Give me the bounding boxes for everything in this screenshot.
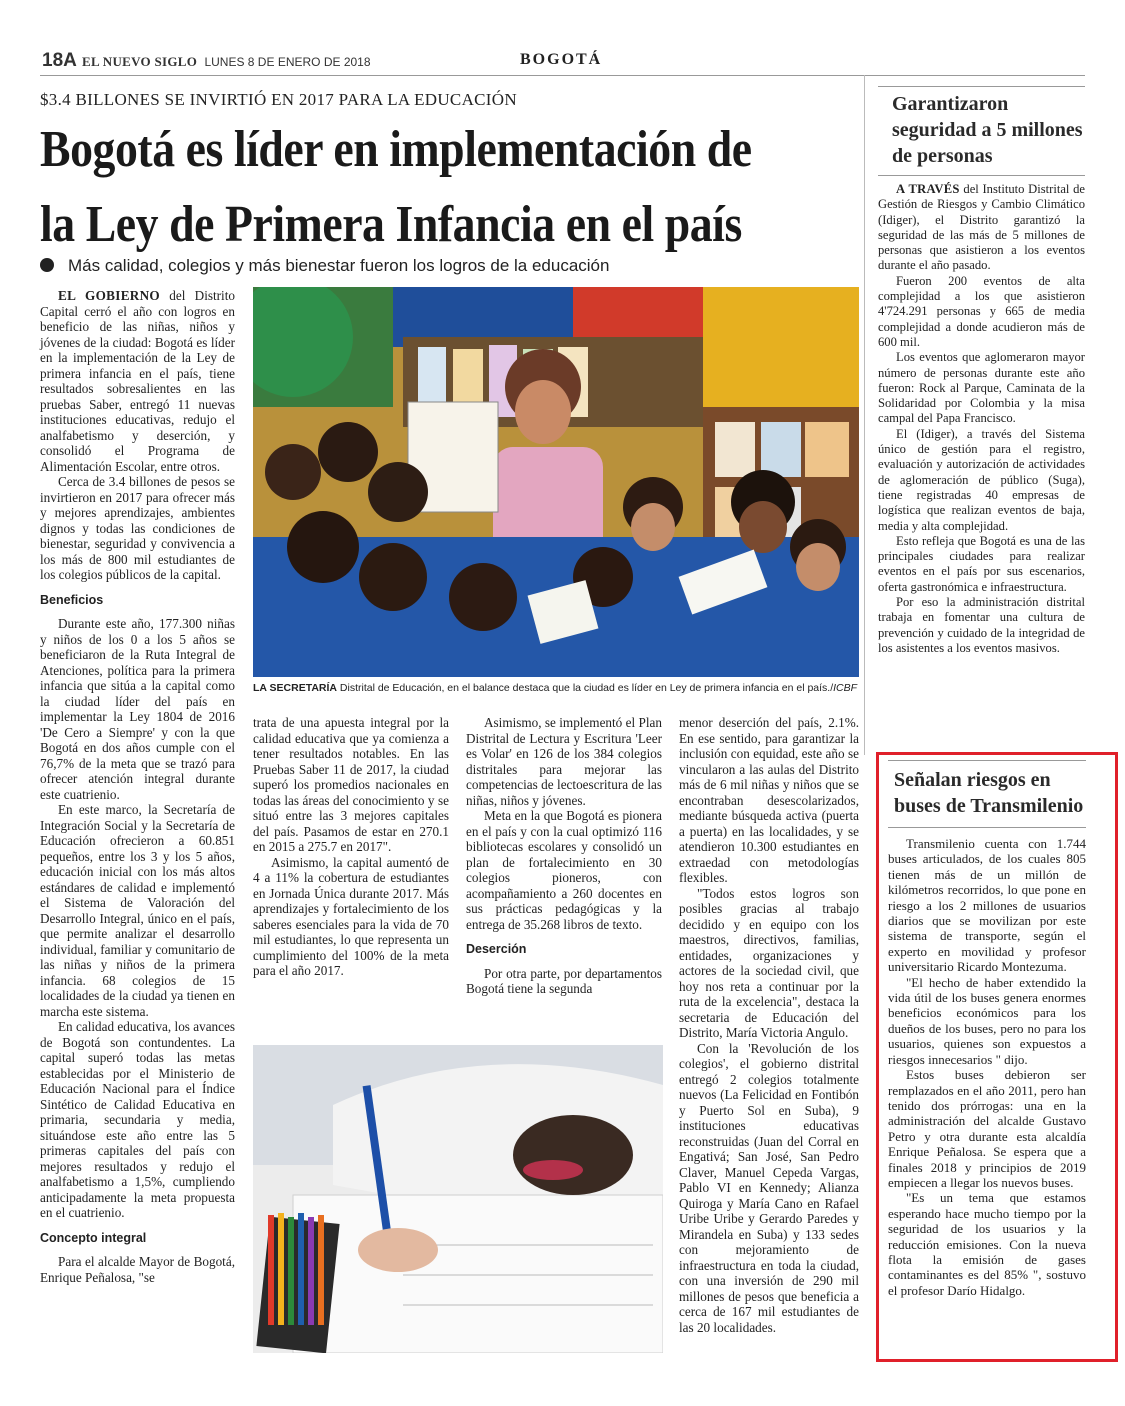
paragraph: En calidad educativa, los avances de Bogotá son contundentes. La capital superó todas las metas establecidas por el Ministerio de Educación Nacional para el Índice Sintético de Calidad Educativa en primaria, secundaria y media, situándose este año entre las 5 primeras capitales del país con mejores resultados y redujo el analfabetismo a 1,5%, cumpliendo anticipadamente la meta propuesta en el cuatrienio.	[40, 1019, 235, 1220]
student-writing-illustration	[253, 1045, 663, 1353]
paragraph: Estos buses debieron ser remplazados en el año 2011, pero han tenido dos prórrogas: una en la administración del alcalde Gustavo Petro y otra durante esta alcaldía Enrique Peñalosa. Se espera que a finales 2018 y principios de 2019 empiecen a llegar los nuevos buses.	[888, 1067, 1086, 1190]
paragraph: "Todos estos logros son posibles gracias al trabajo decidido y en equipo con los maestros, directivos, familias, entidades, organizaciones y actores de la sociedad civil, que hoy nos reta a continuar por la ruta de la excelencia", destaca la secretaria de Educación del Distrito, María Victoria Angulo.	[679, 885, 859, 1040]
paragraph: Transmilenio cuenta con 1.744 buses articulados, de los cuales 805 tienen más de un millón de kilómetros recorridos, lo que pone en riesgo a los 2 millones de usuarios diarios que se movilizan por este sistema de transporte, según el experto en movilidad y profesor universitario Ricardo Montezuma.	[888, 836, 1086, 975]
paragraph: Asimismo, se implementó el Plan Distrital de Lectura y Escritura 'Leer es Volar' en 126 de los 384 colegios distritales para mejorar las competencias de lectoescritura de las niñas, niños y jóvenes.	[466, 715, 662, 808]
paragraph: Con la 'Revolución de los colegios', el gobierno distrital entregó 2 colegios totalmente nuevos (La Felicidad en Fontibón y Puerto Sol en Suba), 9 instituciones educativas reconstruidas (Juan del Corral en Engativá; San José, San Pedro Claver, Manuel Cepeda Vargas, Pablo VI en Kennedy; Alianza Quiroga y María Cano en Rafael Uribe Uribe y Gerardo Paredes y Mirandela en Suba) y 133 sedes con mejoramiento de infraestructura en toda la ciudad, con una inversión de 290 mil millones de pesos que beneficia a cerca de 167 mil estudiantes de las 20 localidades.	[679, 1040, 859, 1335]
page-number: 18A	[42, 50, 77, 71]
sidebar-body	[878, 182, 1085, 656]
article-headline	[40, 112, 867, 263]
paragraph: Por eso la administración distrital trabaja en fomentar una cultura de prevención y cuidado de la integridad de los asistentes a los eventos masivos.	[878, 595, 1085, 655]
caption-text: Distrital de Educación, en el balance destaca que la ciudad es líder en Ley de primera infancia en el país./	[337, 682, 834, 694]
article-column-1	[40, 288, 235, 1285]
caption-lead: LA SECRETARÍA	[253, 682, 337, 694]
sidebar-rule	[878, 175, 1085, 176]
lead-word: EL GOBIERNO	[58, 288, 160, 303]
paragraph: En este marco, la Secretaría de Integración Social y la Secretaría de Educación ofrecieron a 60.851 pequeños, entre los 3 y los 5 años, educación inicial con los más altos estándares de calidad e implementó el Sistema de Valoración del Desarrollo Integral, único en el país, que permite analizar el desarrollo individual, familiar y comunitario de las niñas y niños de la primera infancia. 68 colegios de 15 localidades de la ciudad ya tienen en marcha este sistema.	[40, 802, 235, 1019]
paragraph: "El hecho de haber extendido la vida útil de los buses genera enormes beneficios económicos para los dueños de los buses, pero no para los usuarios, quienes son expuestos a riesgos innecesarios " dijo.	[888, 974, 1086, 1067]
subhead: Beneficios	[40, 592, 104, 607]
subhead: Deserción	[466, 942, 527, 956]
paragraph: Por otra parte, por departamentos Bogotá tiene la segunda	[466, 965, 662, 996]
paragraph: Los eventos que aglomeraron mayor número de personas durante este año fueron: Rock al Parque, Caminata de la Solidaridad por Colombia y la misa campal del Papa Francisco.	[878, 350, 1085, 426]
paragraph: del Distrito Capital cerró el año con logros en beneficio de las niñas, niños y jóvenes de la ciudad: Bogotá es líder en la implementación de la Ley de primera infancia en el país, tiene resultados sobresalientes en las pruebas Saber, entregó 11 nuevas instituciones educativas, redujo el analfabetismo y deserción, y consolidó el Programa de Alimentación Escolar, entre otros.	[40, 288, 235, 474]
headline-line-1: Bogotá es líder en implementación de	[40, 121, 752, 178]
photo-credit: ICBF	[833, 682, 858, 694]
paragraph: Asimismo, la capital aumentó de 4 a 11% la cobertura de estudiantes en Jornada Única durante 2017. Más aprendizajes y fortalecimiento de los saberes esenciales para la vida de 70 mil estudiantes, lo que representa un cumplimiento del 100% de la meta para el año 2017.	[253, 854, 449, 978]
bullet-icon	[40, 258, 54, 272]
article-column-2	[253, 715, 449, 979]
article-kicker: $3.4 BILLONES SE INVIRTIÓ EN 2017 PARA LA EDUCACIÓN	[40, 90, 517, 109]
dek-text: Más calidad, colegios y más bienestar fueron los logros de la educación	[68, 256, 610, 275]
header-rule	[40, 75, 1085, 76]
paragraph: Durante este año, 177.300 niñas y niños de los 0 a los 5 años se beneficiaron de la Ruta Integral de Atenciones, política para la primera infancia que sitúa a la capital como la ciudad líder del país en implementar la Ley 1804 de 2016 'De Cero a Siempre' y con la que Bogotá en dos años cumple con el 76,7% de la meta que se trazó para ofrecer atención integral durante este cuatrienio.	[40, 616, 235, 802]
masthead	[82, 54, 371, 70]
paragraph: del Instituto Distrital de Gestión de Riesgos y Cambio Climático (Idiger), el Distrito garantizó la seguridad de las más de 5 millones de personas que asistieron a los eventos durante el año pasado.	[878, 182, 1086, 273]
sidebar-security	[878, 86, 1085, 656]
headline-line-2: la Ley de Primera Infancia en el país	[40, 196, 742, 254]
article-dek	[40, 256, 609, 276]
student-writing-photo	[253, 1045, 663, 1353]
sidebar-title: Señalan riesgos en buses de Transmilenio	[894, 769, 1084, 817]
paragraph: El (Idiger), a través del Sistema único de gestión para el registro, evaluación y autorización de actividades de aglomeración de público (Suga), tiene registradas 40 empresas de logística que realizan eventos de baja, media y alta complejidad.	[878, 426, 1085, 533]
paragraph: trata de una apuesta integral por la calidad educativa que ya comienza a tener resultados notables. En las Pruebas Saber 11 de 2017, la ciudad superó los promedios nacionales en todas las áreas del conocimiento y se situó entre las 3 mejores capitales del país. Pasamos de estar en 270.1 en 2015 a 275.7 en 2017".	[253, 715, 449, 854]
article-column-3	[466, 715, 662, 997]
paragraph: Cerca de 3.4 billones de pesos se invirtieron en 2017 para ofrecer más y mejores aprendizajes, ambientes dignos y todas las condiciones de bienestar, seguridad y convivencia a los más de 800 mil estudiantes de los colegios públicos de la capital.	[40, 474, 235, 582]
sidebar-body	[888, 836, 1086, 1298]
issue-date: LUNES 8 DE ENERO DE 2018	[204, 55, 371, 69]
paragraph: menor deserción del país, 2.1%. En ese sentido, para garantizar la inclusión con equidad, este año se vincularon a las aulas del Distrito más de 6 mil niñas y niños que se encontraban desescolarizados, mediante búsqueda activa (puerta a puerta) en las localidades, y se atendieron 10.300 estudiantes en extraedad con metodologías flexibles.	[679, 715, 859, 885]
sidebar-transmilenio	[888, 760, 1086, 1298]
classroom-illustration	[253, 287, 859, 677]
classroom-photo	[253, 287, 859, 677]
subhead: Concepto integral	[40, 1230, 147, 1245]
sidebar-rule	[878, 86, 1085, 87]
paragraph: Meta en la que Bogotá es pionera en el país y con la cual optimizó 116 bibliotecas escolares y consolidó un plan de fortalecimiento en 30 colegios pioneros, con acompañamiento a 260 docentes en sus prácticas pedagógicas y la entrega de 35.268 libros de texto.	[466, 808, 662, 932]
paragraph: "Es un tema que estamos esperando hace mucho tiempo por la seguridad de los usuarios y la reducción emisiones. Con la nueva flota la emisión de gases contaminantes es del 85% ", sostuvo el profesor Darío Hidalgo.	[888, 1190, 1086, 1298]
paragraph: Fueron 200 eventos de alta complejidad a los que asistieron 4'724.291 personas y 665 de media complejidad a donde acudieron más de 600 mil.	[878, 273, 1085, 349]
paper-name: EL NUEVO SIGLO	[82, 54, 198, 69]
paragraph: Para el alcalde Mayor de Bogotá, Enrique Peñalosa, "se	[40, 1254, 235, 1285]
article-column-4	[679, 715, 859, 1335]
lead-word: A TRAVÉS	[896, 182, 960, 196]
section-title: BOGOTÁ	[520, 51, 603, 68]
photo-caption	[253, 682, 859, 694]
paragraph: Esto refleja que Bogotá es una de las principales ciudades para realizar eventos en el país por sus escenarios, oferta gastronómica e infraestructura.	[878, 533, 1085, 594]
sidebar-title: Garantizaron seguridad a 5 millones de personas	[892, 93, 1083, 167]
sidebar-rule	[888, 760, 1086, 761]
sidebar-rule	[888, 827, 1086, 828]
